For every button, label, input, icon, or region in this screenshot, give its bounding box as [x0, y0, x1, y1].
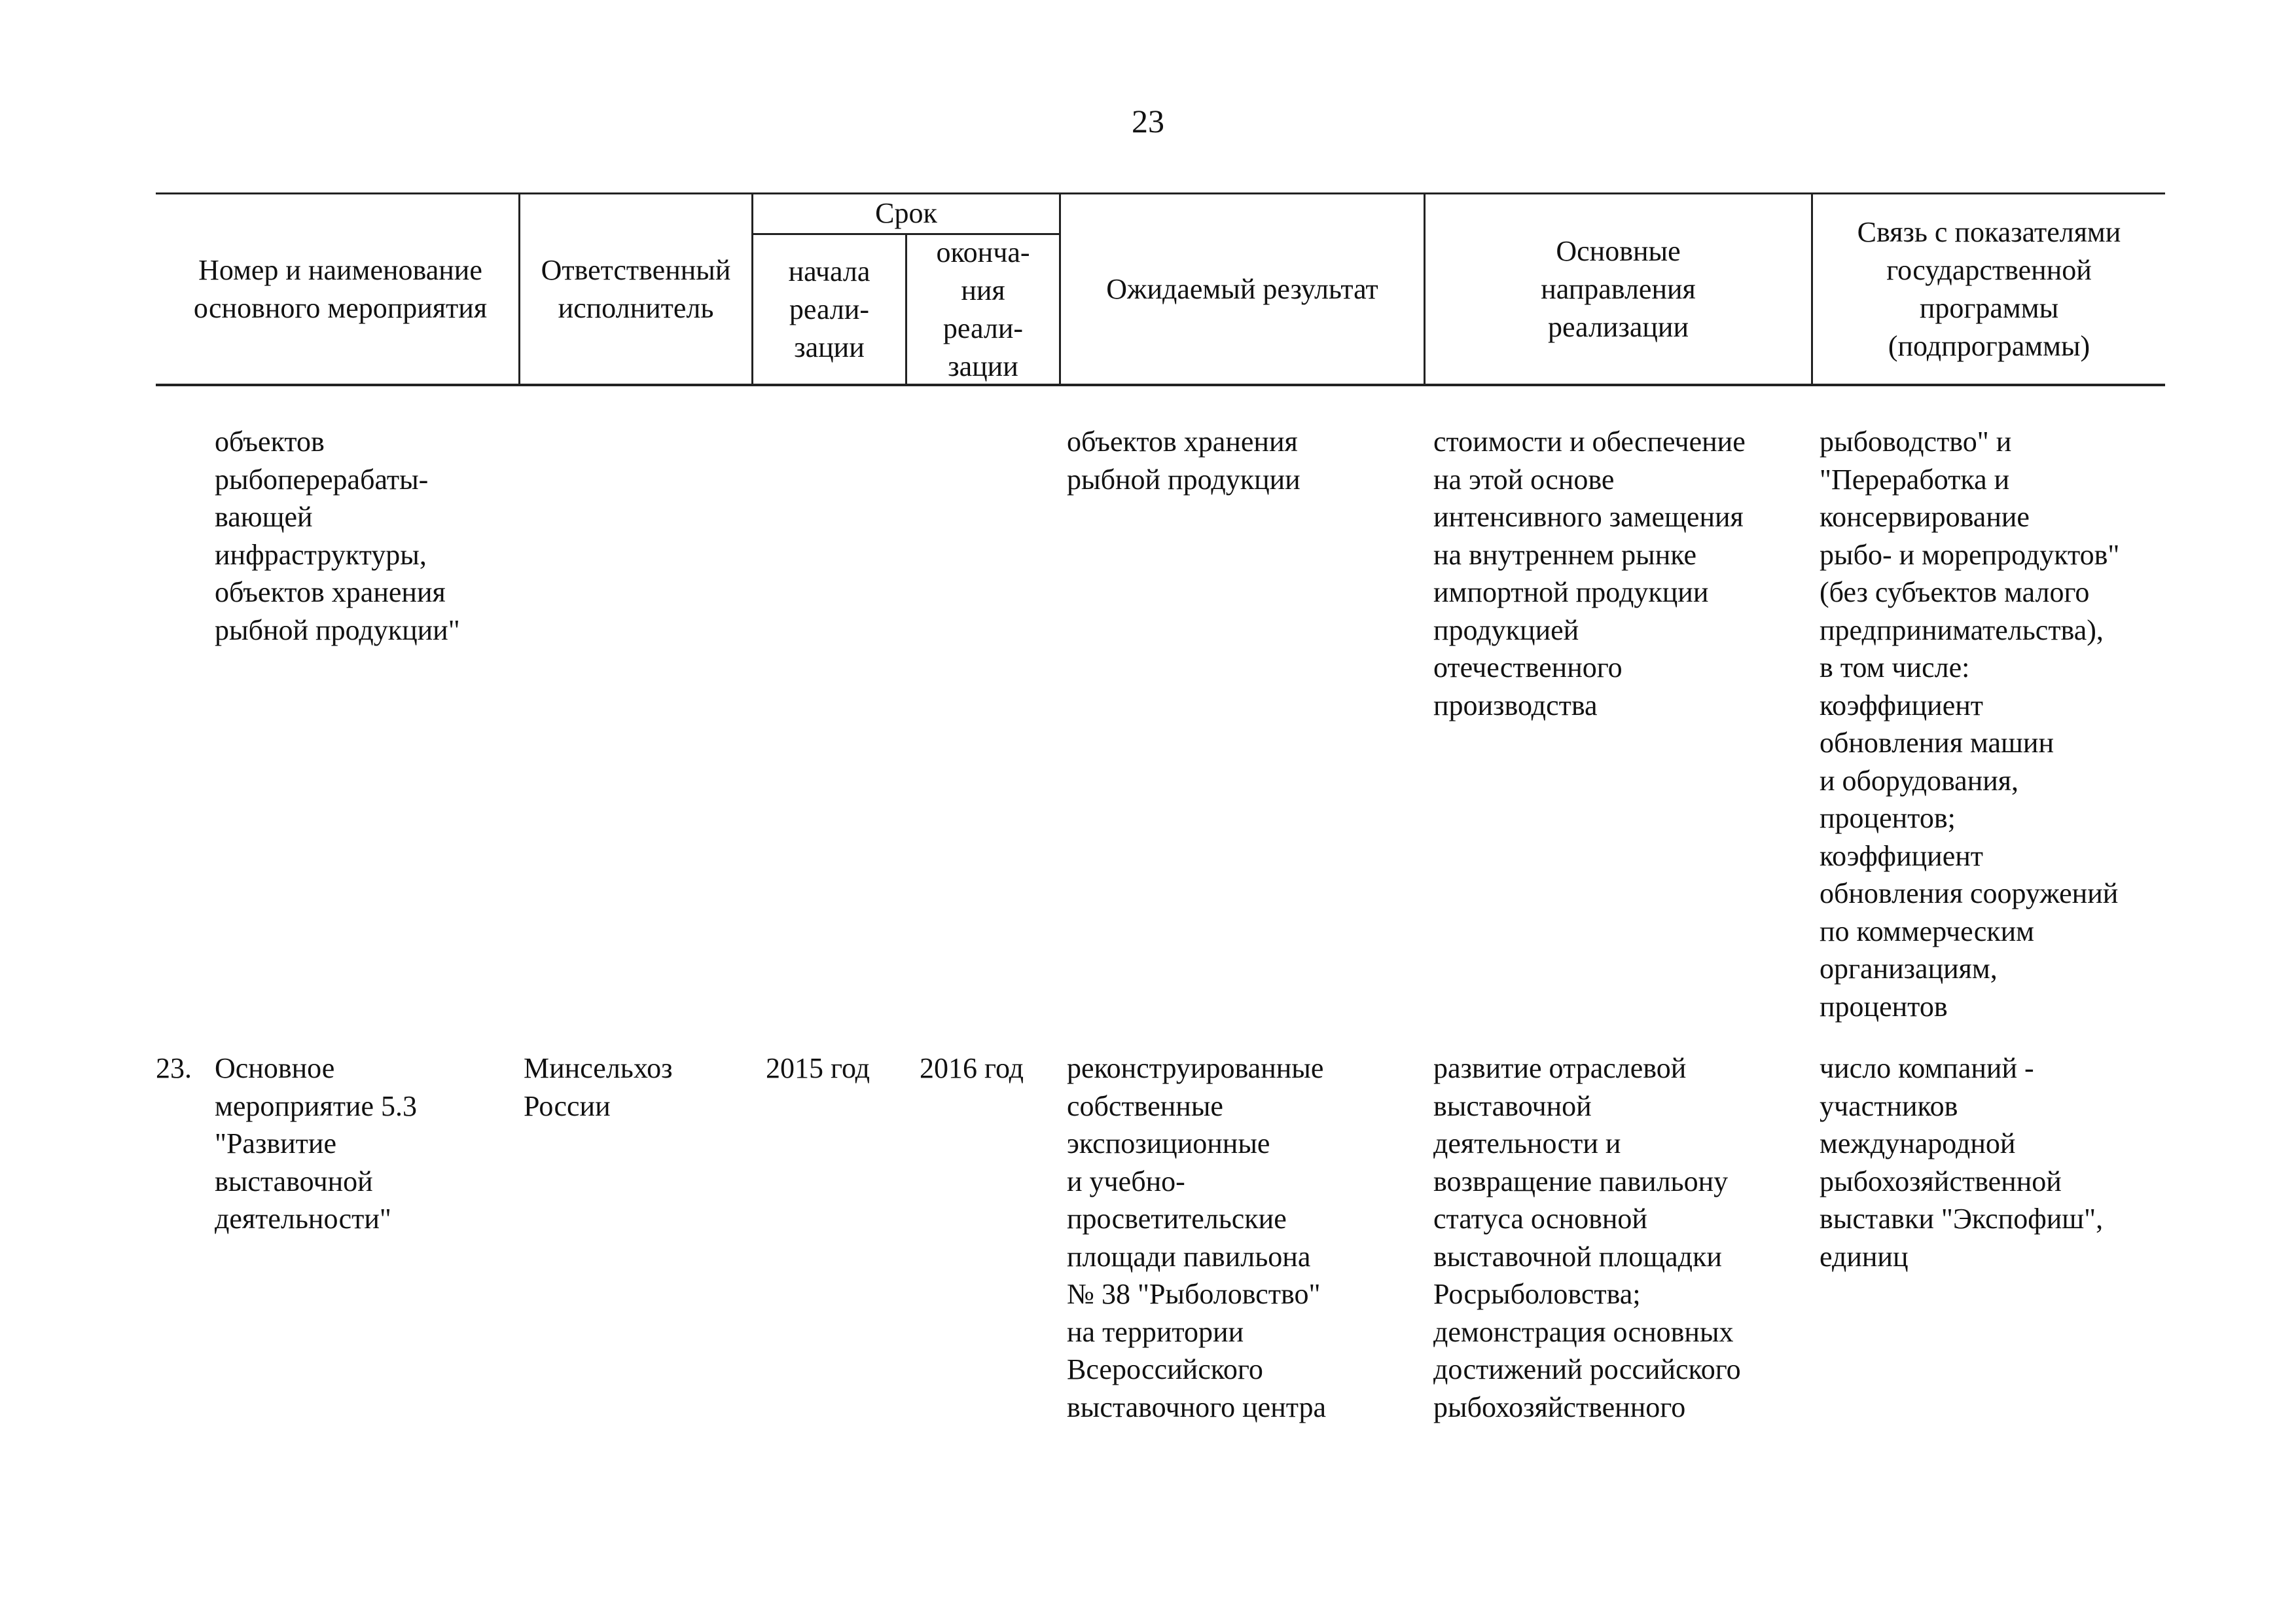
row-indicators: число компаний - участников международной рыбохозяйственной выставки "Экспофиш", единиц	[1820, 1052, 2104, 1273]
header-top-rule	[156, 192, 2165, 194]
row-end-date: 2016 год	[920, 1052, 1024, 1084]
row-directions: стоимости и обеспечение на этой основе интенсивного замещения на внутреннем рынке импортной продукции продукцией отечественного производства	[1433, 426, 1746, 721]
header-bottom-rule	[156, 384, 2165, 386]
table-header	[0, 0, 2296, 393]
header-start: начала реали- зации	[788, 255, 870, 363]
row-event-name: объектов рыбоперерабаты- вающей инфраструктуры, объектов хранения рыбной продукции"	[215, 426, 460, 646]
row-executor: Минсельхоз России	[524, 1052, 673, 1122]
row-number: 23.	[156, 1052, 192, 1084]
header-directions: Основные направления реализации	[1541, 235, 1696, 343]
row-expected-result: реконструированные собственные экспозиционные и учебно- просветительские площади павильона № 38 "Рыболовство" на территории Всероссийского выставочного центра	[1067, 1052, 1327, 1423]
row-expected-result: объектов хранения рыбной продукции	[1067, 426, 1300, 496]
page-number: 23	[1132, 103, 1164, 139]
header-srok: Срок	[875, 197, 937, 229]
header-event-name: Номер и наименование основного мероприятия	[193, 254, 488, 324]
row-event-name: Основное мероприятие 5.3 "Развитие выставочной деятельности"	[215, 1052, 418, 1235]
header-indicators: Связь с показателями государственной программы (подпрограммы)	[1857, 216, 2121, 362]
row-indicators: рыбоводство" и "Переработка и консервирование рыбо- и морепродуктов" (без субъектов малого предпринимательства), в том числе: коэффициент обновления машин и оборудования, процентов; коэффициент обновления сооружений по коммерческим организациям, процентов	[1820, 426, 2120, 1023]
row-start-date: 2015 год	[766, 1052, 870, 1084]
row-directions: развитие отраслевой выставочной деятельности и возвращение павильону статуса основной выставочной площадки Росрыболовства; демонстрация основных достижений российского рыбохозяйственного	[1433, 1052, 1741, 1423]
header-end: оконча- ния реали- зации	[936, 236, 1030, 382]
header-executor: Ответственный исполнитель	[541, 254, 731, 324]
header-expected-result: Ожидаемый результат	[1106, 273, 1378, 305]
